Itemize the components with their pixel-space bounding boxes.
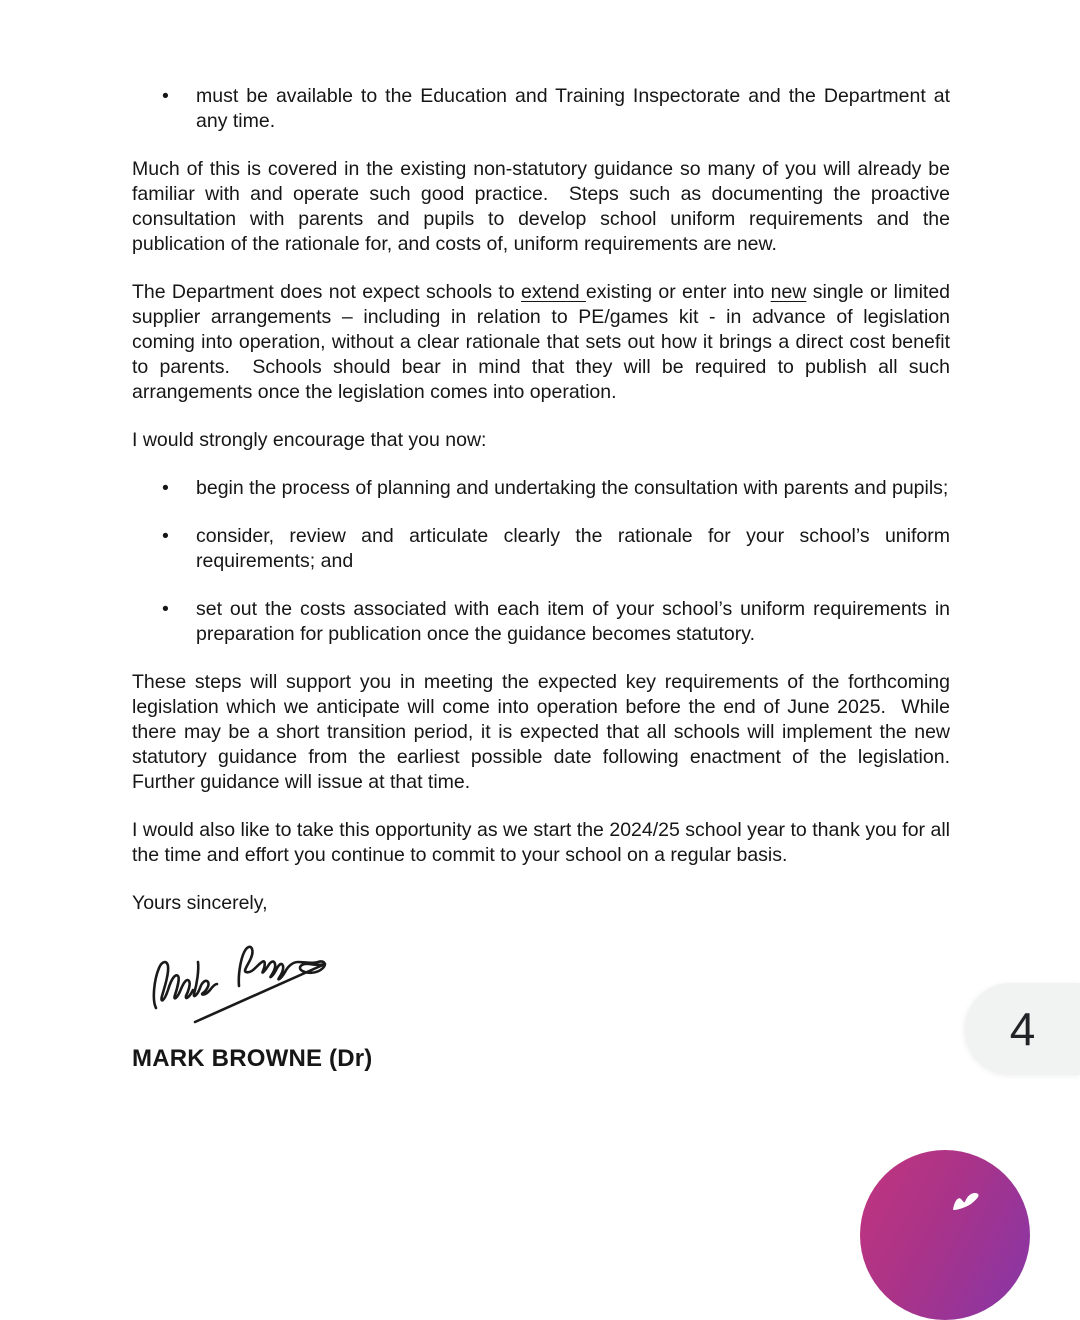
text-segment: existing or enter into (585, 281, 771, 303)
paragraph-supplier (132, 280, 956, 405)
signatory-name: MARK BROWNE (Dr) (132, 1045, 373, 1072)
text-segment: The Department does not expect schools to (132, 281, 522, 303)
bullet-icon: • (162, 525, 169, 547)
page-number-badge (965, 983, 1080, 1075)
list-item (132, 524, 956, 574)
bullet-text: begin the process of planning and undertaking the consultation with parents and pupils; (196, 477, 949, 499)
list-item (132, 84, 956, 134)
bullet-icon: • (162, 598, 169, 620)
list-item (132, 597, 956, 647)
bullet-text: consider, review and articulate clearly the rationale for your school’s uniform requirements; and (196, 525, 956, 572)
list-item (132, 476, 950, 501)
text-segment: single or limited supplier arrangements – including in relation to PE/games kit - in advance of legislation coming into operation, without a clear rationale that sets out how it brings a direct cost benefit to parents. Schools should bear in mind that they will be required to publish all such arrangements once the legislation comes into operation. (132, 281, 956, 403)
closing-salutation: Yours sincerely, (132, 892, 268, 914)
paragraph-encourage: I would strongly encourage that you now: (132, 429, 487, 451)
signature-image (142, 924, 950, 1042)
underlined-text: extend (521, 281, 586, 303)
bullet-text: set out the costs associated with each item of your school’s uniform requirements in preparation for publication once the guidance becomes statutory. (196, 598, 956, 645)
paragraph-guidance: Much of this is covered in the existing non-statutory guidance so many of you will already be familiar with and operate such good practice. Steps such as documenting the proactive consultation with parents and pupils to develop school uniform requirements and the publication of the rationale for, and costs of, uniform requirements are new. (132, 158, 956, 255)
bullet-icon: • (162, 85, 169, 107)
handwritten-signature (142, 924, 372, 1039)
assistant-fab-button[interactable] (860, 1150, 1030, 1320)
paragraph-steps: These steps will support you in meeting the expected key requirements of the forthcoming legislation which we anticipate will come into operation before the end of June 2025. While there may be a short transition period, it is expected that all schools will implement the new statutory guidance from the earliest possible date following enactment of the legislation. Further guidance will issue at that time. (132, 671, 967, 793)
top-bullet-list (132, 84, 956, 134)
letter-body (132, 0, 967, 1074)
page-number: 4 (1009, 1003, 1036, 1055)
bullet-text: must be available to the Education and Training Inspectorate and the Department at any time. (196, 85, 956, 132)
underlined-text: new (770, 281, 807, 303)
encourage-bullet-list (132, 476, 956, 647)
bullet-icon: • (162, 477, 169, 499)
paragraph-thanks: I would also like to take this opportunity as we start the 2024/25 school year to thank you for all the time and effort you continue to commit to your school on a regular basis. (132, 819, 956, 866)
sparkle-icon (946, 1191, 986, 1211)
